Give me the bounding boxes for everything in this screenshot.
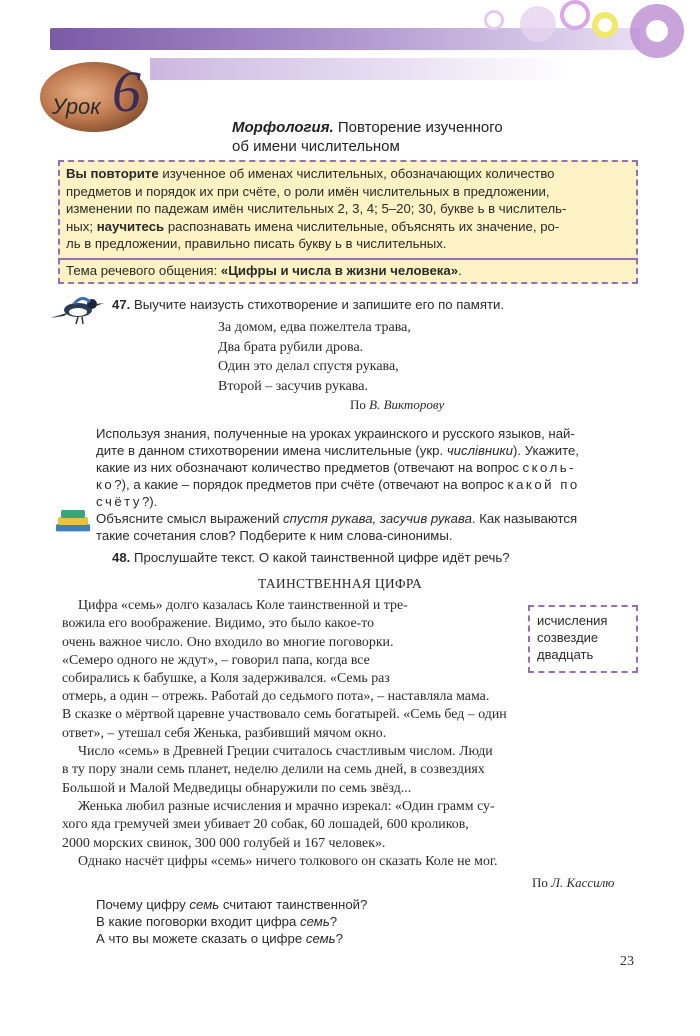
question-line (96, 896, 367, 913)
story-line: отмерь, а один – отрежь. Работай до седьмого пота», – наставляла мама. (62, 689, 490, 704)
intro-line: ль в предложении, правильно писать букву ь в числительных. (66, 236, 447, 251)
title-line2: об имени числительном (232, 138, 400, 155)
question-italic: семь (305, 931, 336, 946)
question-line: такие сочетания слов? Подберите к ним слова-синонимы. (96, 528, 453, 543)
vocab-words (537, 612, 607, 663)
topic-end: . (458, 263, 462, 278)
question-text: ? (335, 931, 343, 946)
author-prefix: По (350, 397, 370, 412)
poem-line: Второй – засучив рукава. (218, 378, 368, 394)
story-line: Женька любил разные исчисления и мрачно изрекал: «Один грамм су- (78, 799, 495, 814)
story-paragraph-4: Однако насчёт цифры «семь» ничего толкового он сказать Коле не мог. (78, 854, 498, 869)
intro-topic (66, 263, 462, 278)
vocab-word: исчисления (537, 613, 608, 628)
question-line (96, 459, 638, 476)
vocab-word: двадцать (537, 647, 594, 662)
question-line (96, 476, 638, 493)
vocab-word: созвездие (537, 630, 599, 645)
exercise-47-task (112, 296, 504, 313)
question-italic: числівники (446, 443, 513, 458)
poem-line: Один это делал спустя рукава, (218, 359, 399, 374)
story-paragraph-3 (62, 798, 638, 853)
question-line (96, 913, 367, 930)
story-line: очень важное число. Оно входило во многие поговорки. (62, 634, 394, 650)
story-line: Большой и Малой Медведицы обнаружили по семь звёзд... (62, 780, 412, 796)
story-line: Число «семь» в Древней Греции считалось счастливым числом. Люди (78, 744, 493, 759)
author-prefix: По (532, 875, 552, 890)
story-line: собирались к бабушке, а Коля задерживался. «Семь раз (62, 671, 390, 687)
intro-line: предметов и порядок их при счёте, о роли имён числительных в предложении, (66, 183, 550, 199)
exercise-48-task (112, 549, 510, 566)
title-rest: Повторение изученного (333, 119, 503, 136)
exercise-48-questions (96, 896, 367, 947)
intro-bold: Вы повторите (66, 166, 159, 181)
question-line (96, 493, 638, 510)
exercise-number: 47. (112, 297, 131, 312)
story-line: хого яда гремучей змеи убивает 20 собак, 60 лошадей, 600 кроликов, (62, 817, 469, 833)
question-text: дите в данном стихотворении имена числительные (укр. (96, 443, 447, 458)
question-text: . Как называются (471, 511, 578, 526)
exercise-47-questions (96, 425, 638, 544)
exercise-text: Прослушайте текст. О какой таинственной цифре идёт речь? (130, 550, 510, 565)
intro-line-text: ных; (66, 218, 97, 234)
topic-label: Тема речевого общения: (66, 263, 221, 278)
decor-circle (598, 18, 612, 32)
title-bold: Морфология. (232, 119, 334, 136)
intro-divider (58, 258, 638, 260)
intro-line (66, 165, 632, 183)
intro-line-text: распознавать имена числительные, объяснять их значение, ро- (164, 218, 560, 234)
exercise-text: Выучите наизусть стихотворение и запишите его по памяти. (130, 297, 505, 312)
question-spaced: ко (96, 477, 115, 492)
intro-line (66, 218, 632, 236)
header-band-light (150, 58, 570, 80)
question-italic: семь (300, 914, 330, 929)
story-line: в ту пору знали семь планет, неделю делили на семь дней, в созвездиях (62, 762, 485, 778)
story-heading: ТАИНСТВЕННАЯ ЦИФРА (258, 576, 423, 591)
decor-circle (560, 0, 590, 30)
question-line (96, 510, 638, 527)
question-line: Используя знания, полученные на уроках украинского и русского языков, най- (96, 426, 575, 441)
story-line: Цифра «семь» долго казалась Коле таинственной и тре- (78, 598, 408, 613)
question-line (96, 442, 638, 459)
story-paragraph-2 (62, 743, 638, 798)
decor-circle (520, 6, 556, 42)
question-text: В какие поговорки входит цифра (96, 914, 301, 929)
story-line: 2000 морских свинок, 300 000 голубей и 167 человек». (62, 835, 386, 851)
lesson-number: 6 (112, 59, 141, 124)
question-text: ). Укажите, (513, 443, 579, 458)
question-spaced: какой по (507, 477, 580, 492)
question-text: какие из них обозначают количество предметов (отвечают на вопрос (96, 460, 523, 475)
story-paragraph-1b (62, 688, 638, 743)
lesson-title (232, 118, 503, 156)
intro-line: изменении по падежам имён числительных 2, 3, 4; 5–20; 30, букве ь в числитель- (66, 201, 567, 216)
lesson-label: Урок (52, 94, 101, 119)
question-spaced: сколь- (522, 460, 577, 475)
story-line: вожила его воображение. Видимо, это было какое-то (62, 616, 375, 632)
poem-author (350, 397, 444, 413)
books-icon (52, 506, 94, 536)
story-line: В сказке о мёртвой царевне участвовало семь богатырей. «Семь бед – один (62, 707, 507, 723)
author-name: Л. Кассилю (551, 875, 615, 890)
page-number: 23 (620, 954, 634, 969)
author-name: В. Викторову (369, 397, 445, 412)
question-text: ?). (141, 494, 158, 509)
question-spaced: счёту (96, 494, 142, 509)
intro-text (66, 165, 632, 253)
poem (218, 318, 411, 396)
intro-bold: научитесь (96, 218, 165, 234)
question-italic: спустя рукава, засучив рукава (282, 511, 472, 526)
story-paragraph-1 (62, 597, 517, 688)
poem-line: Два брата рубили дрова. (218, 339, 364, 355)
story-line: «Семеро одного не ждут», – говорил папа, когда все (62, 652, 370, 668)
question-text: считают таинственной? (219, 897, 368, 912)
topic-bold: «Цифры и числа в жизни человека» (220, 263, 459, 278)
story-line: ответ», – утешал себя Женька, разбивший мячом окно. (62, 725, 387, 741)
exercise-number: 48. (112, 550, 131, 565)
magpie-icon (48, 294, 108, 326)
question-line (96, 930, 367, 947)
intro-line-text: изученное об именах числительных, обозначающих количество (158, 166, 555, 181)
question-text: ? (329, 914, 338, 929)
question-text: А что вы можете сказать о цифре (96, 931, 306, 946)
decor-circle (484, 10, 504, 30)
question-italic: семь (189, 897, 220, 912)
question-text: ?), а какие – порядок предметов при счёте (отвечают на вопрос (114, 477, 508, 492)
decor-circle (646, 20, 668, 42)
poem-line: За домом, едва пожелтела трава, (218, 320, 411, 335)
question-text: Объясните смысл выражений (96, 511, 283, 526)
story-author (532, 875, 614, 891)
question-text: Почему цифру (96, 897, 190, 912)
